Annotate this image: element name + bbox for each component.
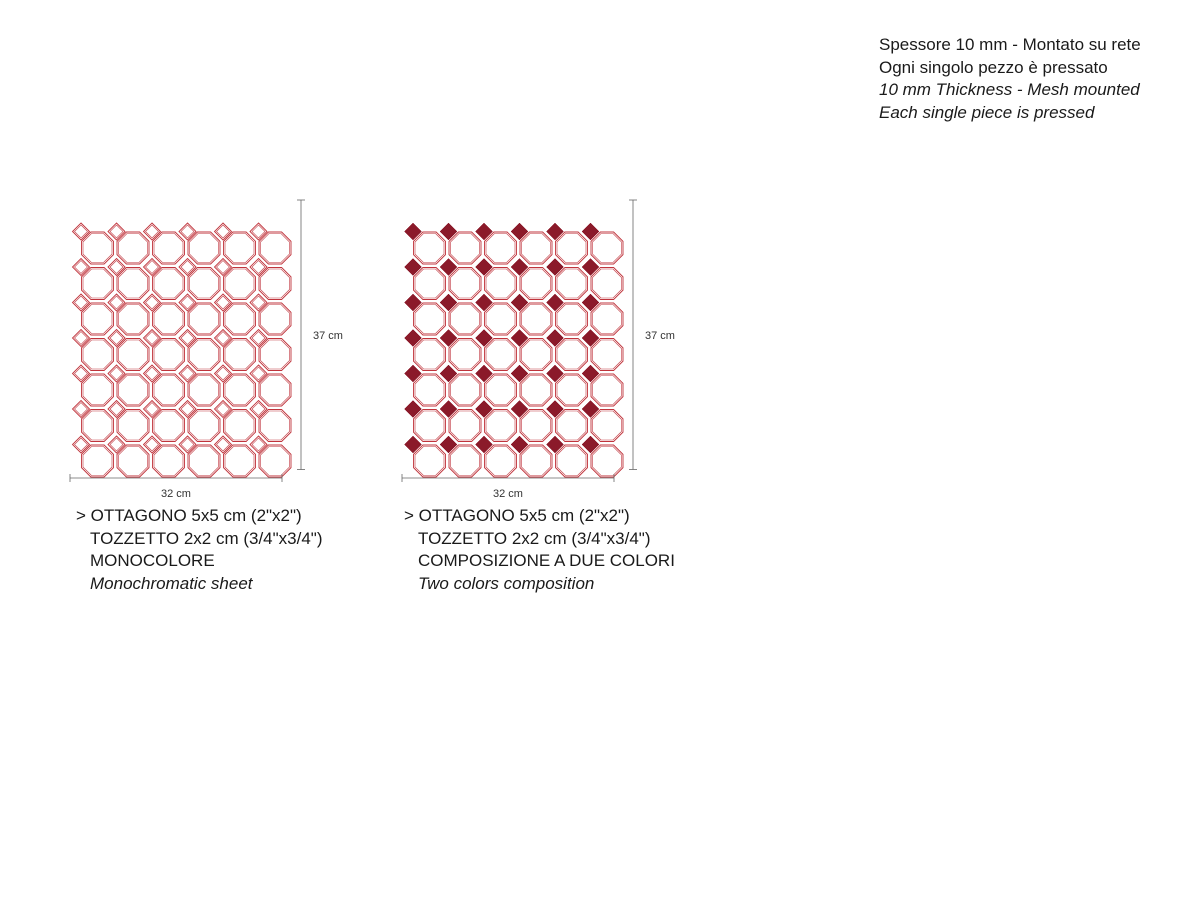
octagon-tile-inner bbox=[522, 234, 551, 263]
octagon-tile bbox=[259, 232, 291, 264]
octagon-tile bbox=[485, 374, 517, 406]
octagon-tile bbox=[591, 232, 623, 264]
dot-tile bbox=[547, 294, 564, 311]
dot-tile bbox=[250, 365, 267, 382]
octagon-tile-inner bbox=[451, 234, 480, 263]
octagon-tile-inner bbox=[415, 340, 444, 369]
octagon-tile-inner bbox=[119, 411, 148, 440]
dot-tile bbox=[144, 365, 161, 382]
octagon-tile-inner bbox=[225, 234, 254, 263]
octagon-tile-inner bbox=[261, 340, 290, 369]
octagon-tile-inner bbox=[557, 234, 586, 263]
octagon-tile bbox=[117, 410, 149, 442]
dot-tile bbox=[511, 294, 528, 311]
octagon-tile-inner bbox=[557, 305, 586, 334]
dot-tile bbox=[476, 259, 493, 276]
dot-tile bbox=[108, 294, 125, 311]
desc-octagon-size: > OTTAGONO 5x5 cm (2"x2") bbox=[404, 506, 630, 525]
dot-tile bbox=[108, 259, 125, 276]
octagon-tile-inner bbox=[557, 447, 586, 476]
dot-tile bbox=[405, 365, 422, 382]
octagon-tile bbox=[485, 268, 517, 300]
header-line-thickness-it: Spessore 10 mm - Montato su rete bbox=[879, 35, 1141, 54]
dot-tile bbox=[547, 401, 564, 418]
dot-tile bbox=[476, 436, 493, 453]
octagon-tile bbox=[591, 268, 623, 300]
octagon-tile bbox=[485, 303, 517, 335]
dot-tile bbox=[108, 330, 125, 347]
dot-tile bbox=[108, 436, 125, 453]
dot-tile bbox=[511, 401, 528, 418]
octagon-tile bbox=[259, 339, 291, 371]
dot-tile bbox=[440, 401, 457, 418]
dot-tile bbox=[547, 436, 564, 453]
octagon-tile-inner bbox=[557, 411, 586, 440]
octagon-tile-inner bbox=[593, 269, 622, 298]
dot-tile bbox=[250, 294, 267, 311]
desc-composition-it: COMPOSIZIONE A DUE COLORI bbox=[418, 551, 675, 570]
dot-tile bbox=[582, 330, 599, 347]
octagon-tile bbox=[414, 374, 446, 406]
octagon-tile-inner bbox=[83, 305, 112, 334]
octagon-tile bbox=[414, 268, 446, 300]
octagon-tile bbox=[153, 232, 185, 264]
dot-tile bbox=[582, 436, 599, 453]
dot-tile bbox=[179, 365, 196, 382]
dot-tile bbox=[440, 223, 457, 240]
mosaic-sheet-two-color bbox=[402, 200, 675, 500]
octagon-tile bbox=[188, 268, 220, 300]
dot-tile bbox=[179, 330, 196, 347]
octagon-tile-inner bbox=[593, 340, 622, 369]
octagon-tile bbox=[117, 374, 149, 406]
dot-tile bbox=[405, 259, 422, 276]
dot-tile bbox=[144, 294, 161, 311]
dot-tile bbox=[582, 294, 599, 311]
octagon-tile-inner bbox=[451, 269, 480, 298]
octagon-tile bbox=[485, 410, 517, 442]
octagon-tile bbox=[82, 374, 114, 406]
octagon-tile-inner bbox=[451, 340, 480, 369]
octagon-tile bbox=[414, 339, 446, 371]
octagon-tile-inner bbox=[154, 305, 183, 334]
dot-tile bbox=[144, 259, 161, 276]
dot-tile bbox=[73, 223, 90, 240]
octagon-tile bbox=[556, 410, 588, 442]
octagon-tile-inner bbox=[119, 340, 148, 369]
octagon-tile-inner bbox=[154, 234, 183, 263]
octagon-tile bbox=[82, 303, 114, 335]
octagon-tile-inner bbox=[83, 376, 112, 405]
octagon-tile-inner bbox=[486, 234, 515, 263]
octagon-tile-inner bbox=[415, 411, 444, 440]
dot-tile bbox=[582, 259, 599, 276]
octagon-tile-inner bbox=[225, 447, 254, 476]
octagon-tile bbox=[188, 339, 220, 371]
height-label: 37 cm bbox=[645, 329, 675, 342]
dot-tile bbox=[179, 294, 196, 311]
octagon-tile-inner bbox=[415, 447, 444, 476]
octagon-tile-inner bbox=[522, 447, 551, 476]
octagon-tile-inner bbox=[225, 411, 254, 440]
octagon-tile bbox=[224, 374, 256, 406]
octagon-tile bbox=[414, 410, 446, 442]
dot-tile bbox=[440, 294, 457, 311]
dot-tile bbox=[511, 436, 528, 453]
dot-tile bbox=[144, 223, 161, 240]
dot-tile bbox=[582, 401, 599, 418]
octagon-tile bbox=[591, 374, 623, 406]
octagon-tile-inner bbox=[486, 376, 515, 405]
octagon-tile-inner bbox=[119, 447, 148, 476]
octagon-tile-inner bbox=[83, 447, 112, 476]
dot-tile bbox=[547, 259, 564, 276]
octagon-tile-inner bbox=[451, 376, 480, 405]
octagon-tile-inner bbox=[486, 447, 515, 476]
octagon-tile bbox=[82, 232, 114, 264]
octagon-tile bbox=[82, 410, 114, 442]
desc-composition-en: Monochromatic sheet bbox=[90, 573, 253, 593]
octagon-tile-inner bbox=[83, 234, 112, 263]
octagon-tile-inner bbox=[415, 376, 444, 405]
octagon-tile-inner bbox=[225, 305, 254, 334]
octagon-tile-inner bbox=[522, 376, 551, 405]
sheet-desc-two-color bbox=[404, 505, 675, 595]
dot-tile bbox=[73, 294, 90, 311]
octagon-tile-inner bbox=[486, 269, 515, 298]
octagon-tile-inner bbox=[593, 305, 622, 334]
octagon-tile-inner bbox=[119, 269, 148, 298]
width-label: 32 cm bbox=[493, 488, 523, 500]
octagon-tile bbox=[591, 410, 623, 442]
dot-tile bbox=[215, 365, 232, 382]
octagon-tile bbox=[520, 374, 552, 406]
octagon-tile bbox=[224, 232, 256, 264]
octagon-tile bbox=[82, 339, 114, 371]
octagon-tile-inner bbox=[261, 269, 290, 298]
dot-tile bbox=[476, 294, 493, 311]
dot-tile bbox=[215, 330, 232, 347]
octagon-tile bbox=[259, 410, 291, 442]
header-line-pressed-it: Ogni singolo pezzo è pressato bbox=[879, 57, 1108, 77]
octagon-tile-inner bbox=[119, 234, 148, 263]
dot-tile bbox=[582, 223, 599, 240]
dot-tile bbox=[73, 401, 90, 418]
octagon-tile-inner bbox=[190, 411, 219, 440]
octagon-tile bbox=[153, 374, 185, 406]
dot-tile bbox=[250, 401, 267, 418]
octagon-tile-inner bbox=[119, 376, 148, 405]
octagon-tile bbox=[449, 445, 481, 477]
height-label: 37 cm bbox=[313, 329, 343, 342]
dot-tile bbox=[511, 259, 528, 276]
octagon-tile bbox=[153, 268, 185, 300]
dot-tile bbox=[511, 330, 528, 347]
octagon-tile bbox=[449, 268, 481, 300]
dot-tile bbox=[108, 223, 125, 240]
octagon-tile-inner bbox=[593, 447, 622, 476]
octagon-tile-inner bbox=[190, 305, 219, 334]
octagon-tile-inner bbox=[451, 411, 480, 440]
octagon-tile bbox=[449, 339, 481, 371]
octagon-tile bbox=[520, 445, 552, 477]
desc-octagon-size: > OTTAGONO 5x5 cm (2"x2") bbox=[76, 506, 302, 525]
octagon-tile bbox=[591, 445, 623, 477]
dot-tile bbox=[215, 401, 232, 418]
octagon-tile bbox=[556, 268, 588, 300]
octagon-tile bbox=[188, 374, 220, 406]
dot-tile bbox=[476, 223, 493, 240]
octagon-tile bbox=[188, 410, 220, 442]
dot-tile bbox=[215, 436, 232, 453]
octagon-tile bbox=[117, 445, 149, 477]
octagon-tile-inner bbox=[83, 269, 112, 298]
octagon-tile-inner bbox=[190, 447, 219, 476]
dot-tile bbox=[144, 401, 161, 418]
dot-tile bbox=[179, 259, 196, 276]
octagon-tile bbox=[556, 303, 588, 335]
dot-tile bbox=[547, 223, 564, 240]
dot-tile bbox=[440, 436, 457, 453]
desc-composition-en: Two colors composition bbox=[418, 573, 595, 593]
octagon-tile-inner bbox=[261, 305, 290, 334]
octagon-tile bbox=[449, 303, 481, 335]
dot-tile bbox=[179, 401, 196, 418]
octagon-tile bbox=[188, 303, 220, 335]
octagon-tile-inner bbox=[486, 305, 515, 334]
octagon-tile bbox=[259, 374, 291, 406]
desc-composition-it: MONOCOLORE bbox=[90, 551, 215, 570]
dot-tile bbox=[250, 330, 267, 347]
dot-tile bbox=[476, 401, 493, 418]
dot-tile bbox=[405, 223, 422, 240]
octagon-tile bbox=[224, 268, 256, 300]
octagon-tile bbox=[485, 339, 517, 371]
octagon-tile bbox=[591, 303, 623, 335]
dot-tile bbox=[250, 223, 267, 240]
octagon-tile-inner bbox=[593, 234, 622, 263]
octagon-tile-inner bbox=[557, 269, 586, 298]
octagon-tile bbox=[188, 445, 220, 477]
octagon-tile-inner bbox=[486, 340, 515, 369]
octagon-tile bbox=[82, 445, 114, 477]
octagon-tile-inner bbox=[190, 234, 219, 263]
octagon-tile-inner bbox=[154, 376, 183, 405]
octagon-tile bbox=[520, 303, 552, 335]
octagon-tile-inner bbox=[261, 376, 290, 405]
dot-tile bbox=[73, 365, 90, 382]
octagon-tile bbox=[485, 232, 517, 264]
dot-tile bbox=[582, 365, 599, 382]
dot-tile bbox=[405, 401, 422, 418]
dot-tile bbox=[511, 223, 528, 240]
octagon-tile bbox=[449, 410, 481, 442]
dot-tile bbox=[250, 436, 267, 453]
octagon-tile-inner bbox=[451, 447, 480, 476]
dot-tile bbox=[108, 401, 125, 418]
octagon-tile bbox=[117, 303, 149, 335]
octagon-tile bbox=[153, 445, 185, 477]
octagon-tile bbox=[82, 268, 114, 300]
octagon-tile bbox=[224, 303, 256, 335]
header-line-pressed-en: Each single piece is pressed bbox=[879, 102, 1095, 122]
dot-tile bbox=[440, 259, 457, 276]
octagon-tile-inner bbox=[190, 269, 219, 298]
octagon-tile-inner bbox=[225, 376, 254, 405]
octagon-tile bbox=[117, 339, 149, 371]
octagon-tile bbox=[414, 232, 446, 264]
header-line-thickness-en: 10 mm Thickness - Mesh mounted bbox=[879, 80, 1140, 99]
octagon-tile bbox=[556, 445, 588, 477]
width-label: 32 cm bbox=[161, 488, 191, 500]
octagon-tile bbox=[224, 410, 256, 442]
octagon-tile bbox=[485, 445, 517, 477]
dot-tile bbox=[144, 436, 161, 453]
dot-tile bbox=[511, 365, 528, 382]
octagon-tile bbox=[153, 410, 185, 442]
octagon-tile-inner bbox=[154, 411, 183, 440]
dot-tile bbox=[405, 294, 422, 311]
octagon-tile bbox=[520, 410, 552, 442]
dot-tile bbox=[73, 259, 90, 276]
octagon-tile bbox=[117, 268, 149, 300]
octagon-tile-inner bbox=[154, 340, 183, 369]
sheet-desc-monochrome bbox=[76, 505, 323, 595]
octagon-tile bbox=[224, 445, 256, 477]
octagon-tile-inner bbox=[83, 340, 112, 369]
octagon-tile bbox=[520, 268, 552, 300]
dot-tile bbox=[108, 365, 125, 382]
dot-tile bbox=[440, 330, 457, 347]
octagon-tile-inner bbox=[557, 340, 586, 369]
octagon-tile-inner bbox=[154, 447, 183, 476]
dot-tile bbox=[547, 330, 564, 347]
octagon-tile bbox=[153, 303, 185, 335]
mosaic-sheet-monochrome bbox=[70, 200, 343, 500]
dot-tile bbox=[476, 365, 493, 382]
octagon-tile bbox=[188, 232, 220, 264]
octagon-tile-inner bbox=[557, 376, 586, 405]
octagon-tile bbox=[449, 374, 481, 406]
octagon-tile bbox=[414, 445, 446, 477]
octagon-tile-inner bbox=[415, 305, 444, 334]
dot-tile bbox=[144, 330, 161, 347]
dot-tile bbox=[547, 365, 564, 382]
octagon-tile-inner bbox=[415, 234, 444, 263]
dot-tile bbox=[215, 259, 232, 276]
dot-tile bbox=[405, 330, 422, 347]
octagon-tile bbox=[591, 339, 623, 371]
octagon-tile-inner bbox=[451, 305, 480, 334]
dot-tile bbox=[476, 330, 493, 347]
octagon-tile bbox=[556, 232, 588, 264]
desc-dot-size: TOZZETTO 2x2 cm (3/4"x3/4") bbox=[418, 528, 651, 548]
octagon-tile bbox=[259, 268, 291, 300]
octagon-tile-inner bbox=[190, 340, 219, 369]
octagon-tile-inner bbox=[522, 305, 551, 334]
octagon-tile bbox=[520, 339, 552, 371]
octagon-tile-inner bbox=[486, 411, 515, 440]
dot-tile bbox=[405, 436, 422, 453]
octagon-tile-inner bbox=[593, 376, 622, 405]
octagon-tile bbox=[224, 339, 256, 371]
octagon-tile bbox=[556, 339, 588, 371]
octagon-tile-inner bbox=[225, 269, 254, 298]
octagon-tile-inner bbox=[83, 411, 112, 440]
dot-tile bbox=[179, 223, 196, 240]
dot-tile bbox=[73, 436, 90, 453]
octagon-tile bbox=[153, 339, 185, 371]
octagon-tile-inner bbox=[119, 305, 148, 334]
octagon-tile bbox=[259, 303, 291, 335]
octagon-tile bbox=[117, 232, 149, 264]
octagon-tile bbox=[556, 374, 588, 406]
dot-tile bbox=[179, 436, 196, 453]
octagon-tile-inner bbox=[522, 269, 551, 298]
octagon-tile-inner bbox=[190, 376, 219, 405]
dot-tile bbox=[440, 365, 457, 382]
octagon-tile bbox=[520, 232, 552, 264]
octagon-tile bbox=[414, 303, 446, 335]
dot-tile bbox=[215, 294, 232, 311]
octagon-tile-inner bbox=[593, 411, 622, 440]
octagon-tile bbox=[259, 445, 291, 477]
octagon-tile-inner bbox=[261, 411, 290, 440]
octagon-tile-inner bbox=[261, 447, 290, 476]
octagon-tile bbox=[449, 232, 481, 264]
octagon-tile-inner bbox=[522, 411, 551, 440]
dot-tile bbox=[73, 330, 90, 347]
dot-tile bbox=[215, 223, 232, 240]
desc-dot-size: TOZZETTO 2x2 cm (3/4"x3/4") bbox=[90, 528, 323, 548]
octagon-tile-inner bbox=[415, 269, 444, 298]
dot-tile bbox=[250, 259, 267, 276]
octagon-tile-inner bbox=[225, 340, 254, 369]
octagon-tile-inner bbox=[261, 234, 290, 263]
octagon-tile-inner bbox=[522, 340, 551, 369]
octagon-tile-inner bbox=[154, 269, 183, 298]
